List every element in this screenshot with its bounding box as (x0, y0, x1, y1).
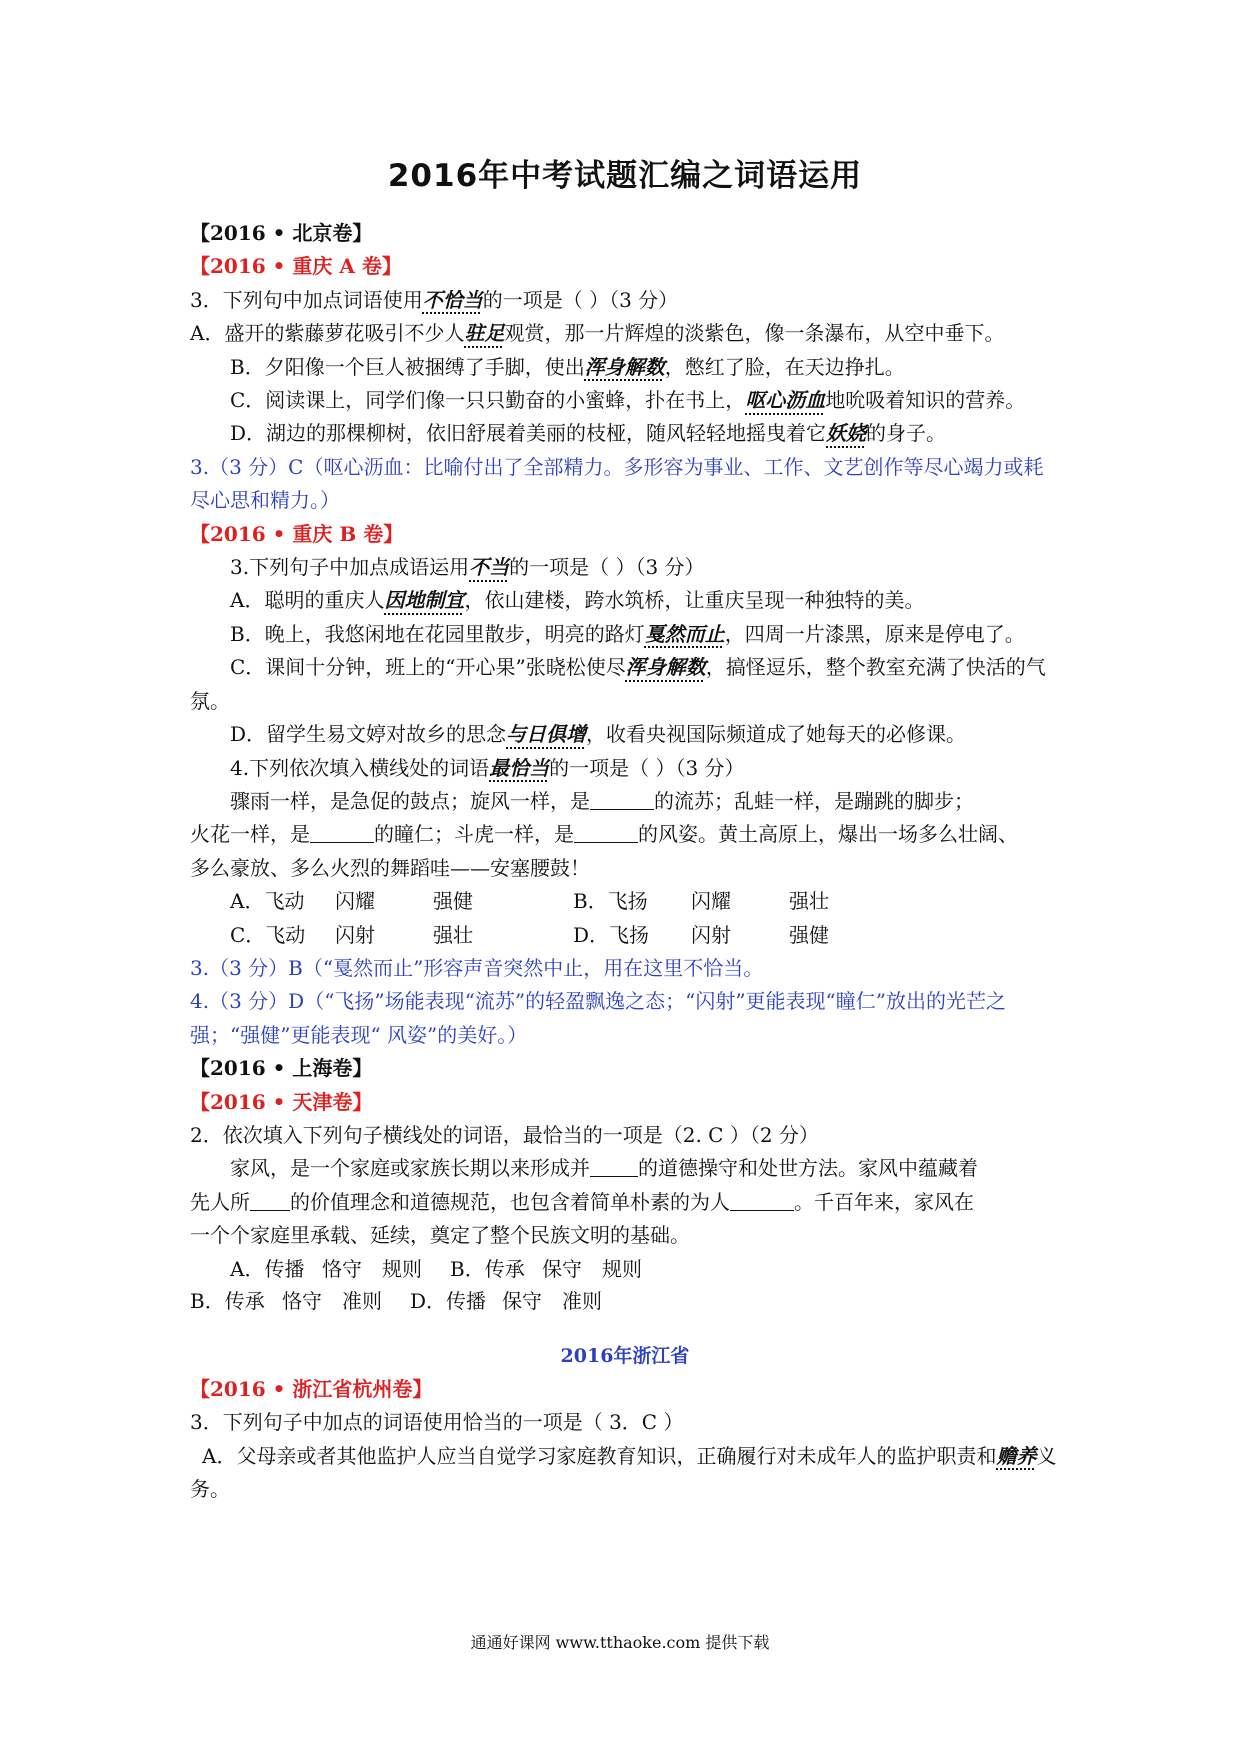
fill-blank (310, 824, 374, 843)
section-heading: 2016年浙江省 (560, 1345, 690, 1367)
options-row: C．飞动 闪射 强壮 D．飞扬 闪射 强健 (230, 922, 829, 947)
passage-line: 火花一样，是 的瞳仁；斗虎一样，是 的风姿。黄土高原上，爆出一场多么壮阔、 (190, 822, 1018, 847)
fill-blank (730, 1192, 794, 1211)
option-b: B．晚上，我悠闲地在花园里散步，明亮的路灯戛然而止，四周一片漆黑，原来是停电了。 (230, 621, 1025, 646)
fill-blank (590, 1158, 638, 1177)
question-line: 2．依次填入下列句子横线处的词语，最恰当的一项是（2. C ）（2 分） (190, 1122, 819, 1147)
fill-blank (590, 791, 654, 810)
question-line: 3.下列句子中加点成语运用不当的一项是（ ）（3 分） (230, 555, 705, 580)
chongqing-b-tag: 【2016 • 重庆 B 卷】 (190, 521, 404, 546)
option-a: A．盛开的紫藤萝花吸引不少人驻足观赏，那一片辉煌的淡紫色，像一条瀑布，从空中垂下。 (190, 321, 1005, 346)
question-line: 3．下列句中加点词语使用不恰当的一项是（ ）（3 分） (190, 287, 679, 312)
option-d: D．湖边的那棵柳树，依旧舒展着美丽的枝桠，随风轻轻地摇曳着它妖娆的身子。 (230, 421, 947, 446)
passage-line: 一个个家庭里承载、延续，奠定了整个民族文明的基础。 (190, 1223, 690, 1248)
option-d: D．留学生易文婷对故乡的思念与日俱增，收看央视国际频道成了她每天的必修课。 (230, 722, 967, 747)
option-b: B．夕阳像一个巨人被捆缚了手脚，使出浑身解数，憋红了脸，在天边挣扎。 (230, 354, 905, 379)
chongqing-a-tag: 【2016 • 重庆 A 卷】 (190, 254, 402, 279)
question-line: 4.下列依次填入横线处的词语最恰当的一项是（ ）（3 分） (230, 755, 745, 780)
passage-line: 多么豪放、多么火烈的舞蹈哇——安塞腰鼓！ (190, 855, 590, 880)
option-c: C．阅读课上，同学们像一只只勤奋的小蜜蜂，扑在书上，呕心沥血地吮吸着知识的营养。 (230, 388, 1026, 413)
options-row: B．传承 恪守 准则 D．传播 保守 准则 (190, 1289, 602, 1313)
option-a: A．聪明的重庆人因地制宜，依山建楼，跨水筑桥，让重庆呈现一种独特的美。 (230, 588, 925, 613)
tianjin-tag: 【2016 • 天津卷】 (190, 1089, 373, 1114)
answer-text: 4.（3 分）D（“飞扬”场能表现“流苏”的轻盈飘逸之态；“闪射”更能表现“瞳仁”放出的光芒之强；“强健”更能表现“ 风姿”的美好。） (190, 989, 1006, 1047)
document-page (190, 150, 1060, 1507)
page-footer: 通通好课网 www.tthaoke.com 提供下载 (470, 1633, 770, 1652)
question-line: 3．下列句子中加点的词语使用恰当的一项是（ 3．C ） (190, 1410, 684, 1435)
passage-line: 先人所 的价值理念和道德规范，也包含着简单朴素的为人 。千百年来，家风在 (190, 1189, 974, 1214)
option-c: C．课间十分钟，班上的“开心果”张晓松使尽浑身解数，搞怪逗乐，整个教室充满了快活的气氛。 (190, 655, 1046, 713)
option-a: A．父母亲或者其他监护人应当自觉学习家庭教育知识，正确履行对未成年人的监护职责和赡养义务。 (190, 1443, 1057, 1502)
options-row: A．飞动 闪耀 强健 B．飞扬 闪耀 强壮 (230, 889, 829, 914)
fill-blank (250, 1192, 290, 1211)
page-title: 2016年中考试题汇编之词语运用 (387, 158, 863, 194)
fill-blank (574, 824, 638, 843)
hangzhou-tag: 【2016 • 浙江省杭州卷】 (190, 1377, 433, 1401)
passage-line: 骤雨一样，是急促的鼓点；旋风一样，是 的流苏；乱蛙一样，是蹦跳的脚步； (230, 788, 974, 813)
passage-line: 家风，是一个家庭或家族长期以来形成并 的道德操守和处世方法。家风中蕴藏着 (230, 1156, 978, 1181)
answer-text: 3.（3 分）C（呕心沥血：比喻付出了全部精力。多形容为事业、工作、文艺创作等尽心竭力或耗尽心思和精力。） (190, 454, 1044, 513)
shanghai-tag: 【2016 • 上海卷】 (190, 1056, 373, 1081)
answer-text: 3.（3 分）B（“戛然而止”形容声音突然中止，用在这里不恰当。 (190, 955, 764, 980)
beijing-tag: 【2016 • 北京卷】 (190, 221, 373, 245)
options-row: A．传播 恪守 规则 B．传承 保守 规则 (230, 1256, 642, 1281)
